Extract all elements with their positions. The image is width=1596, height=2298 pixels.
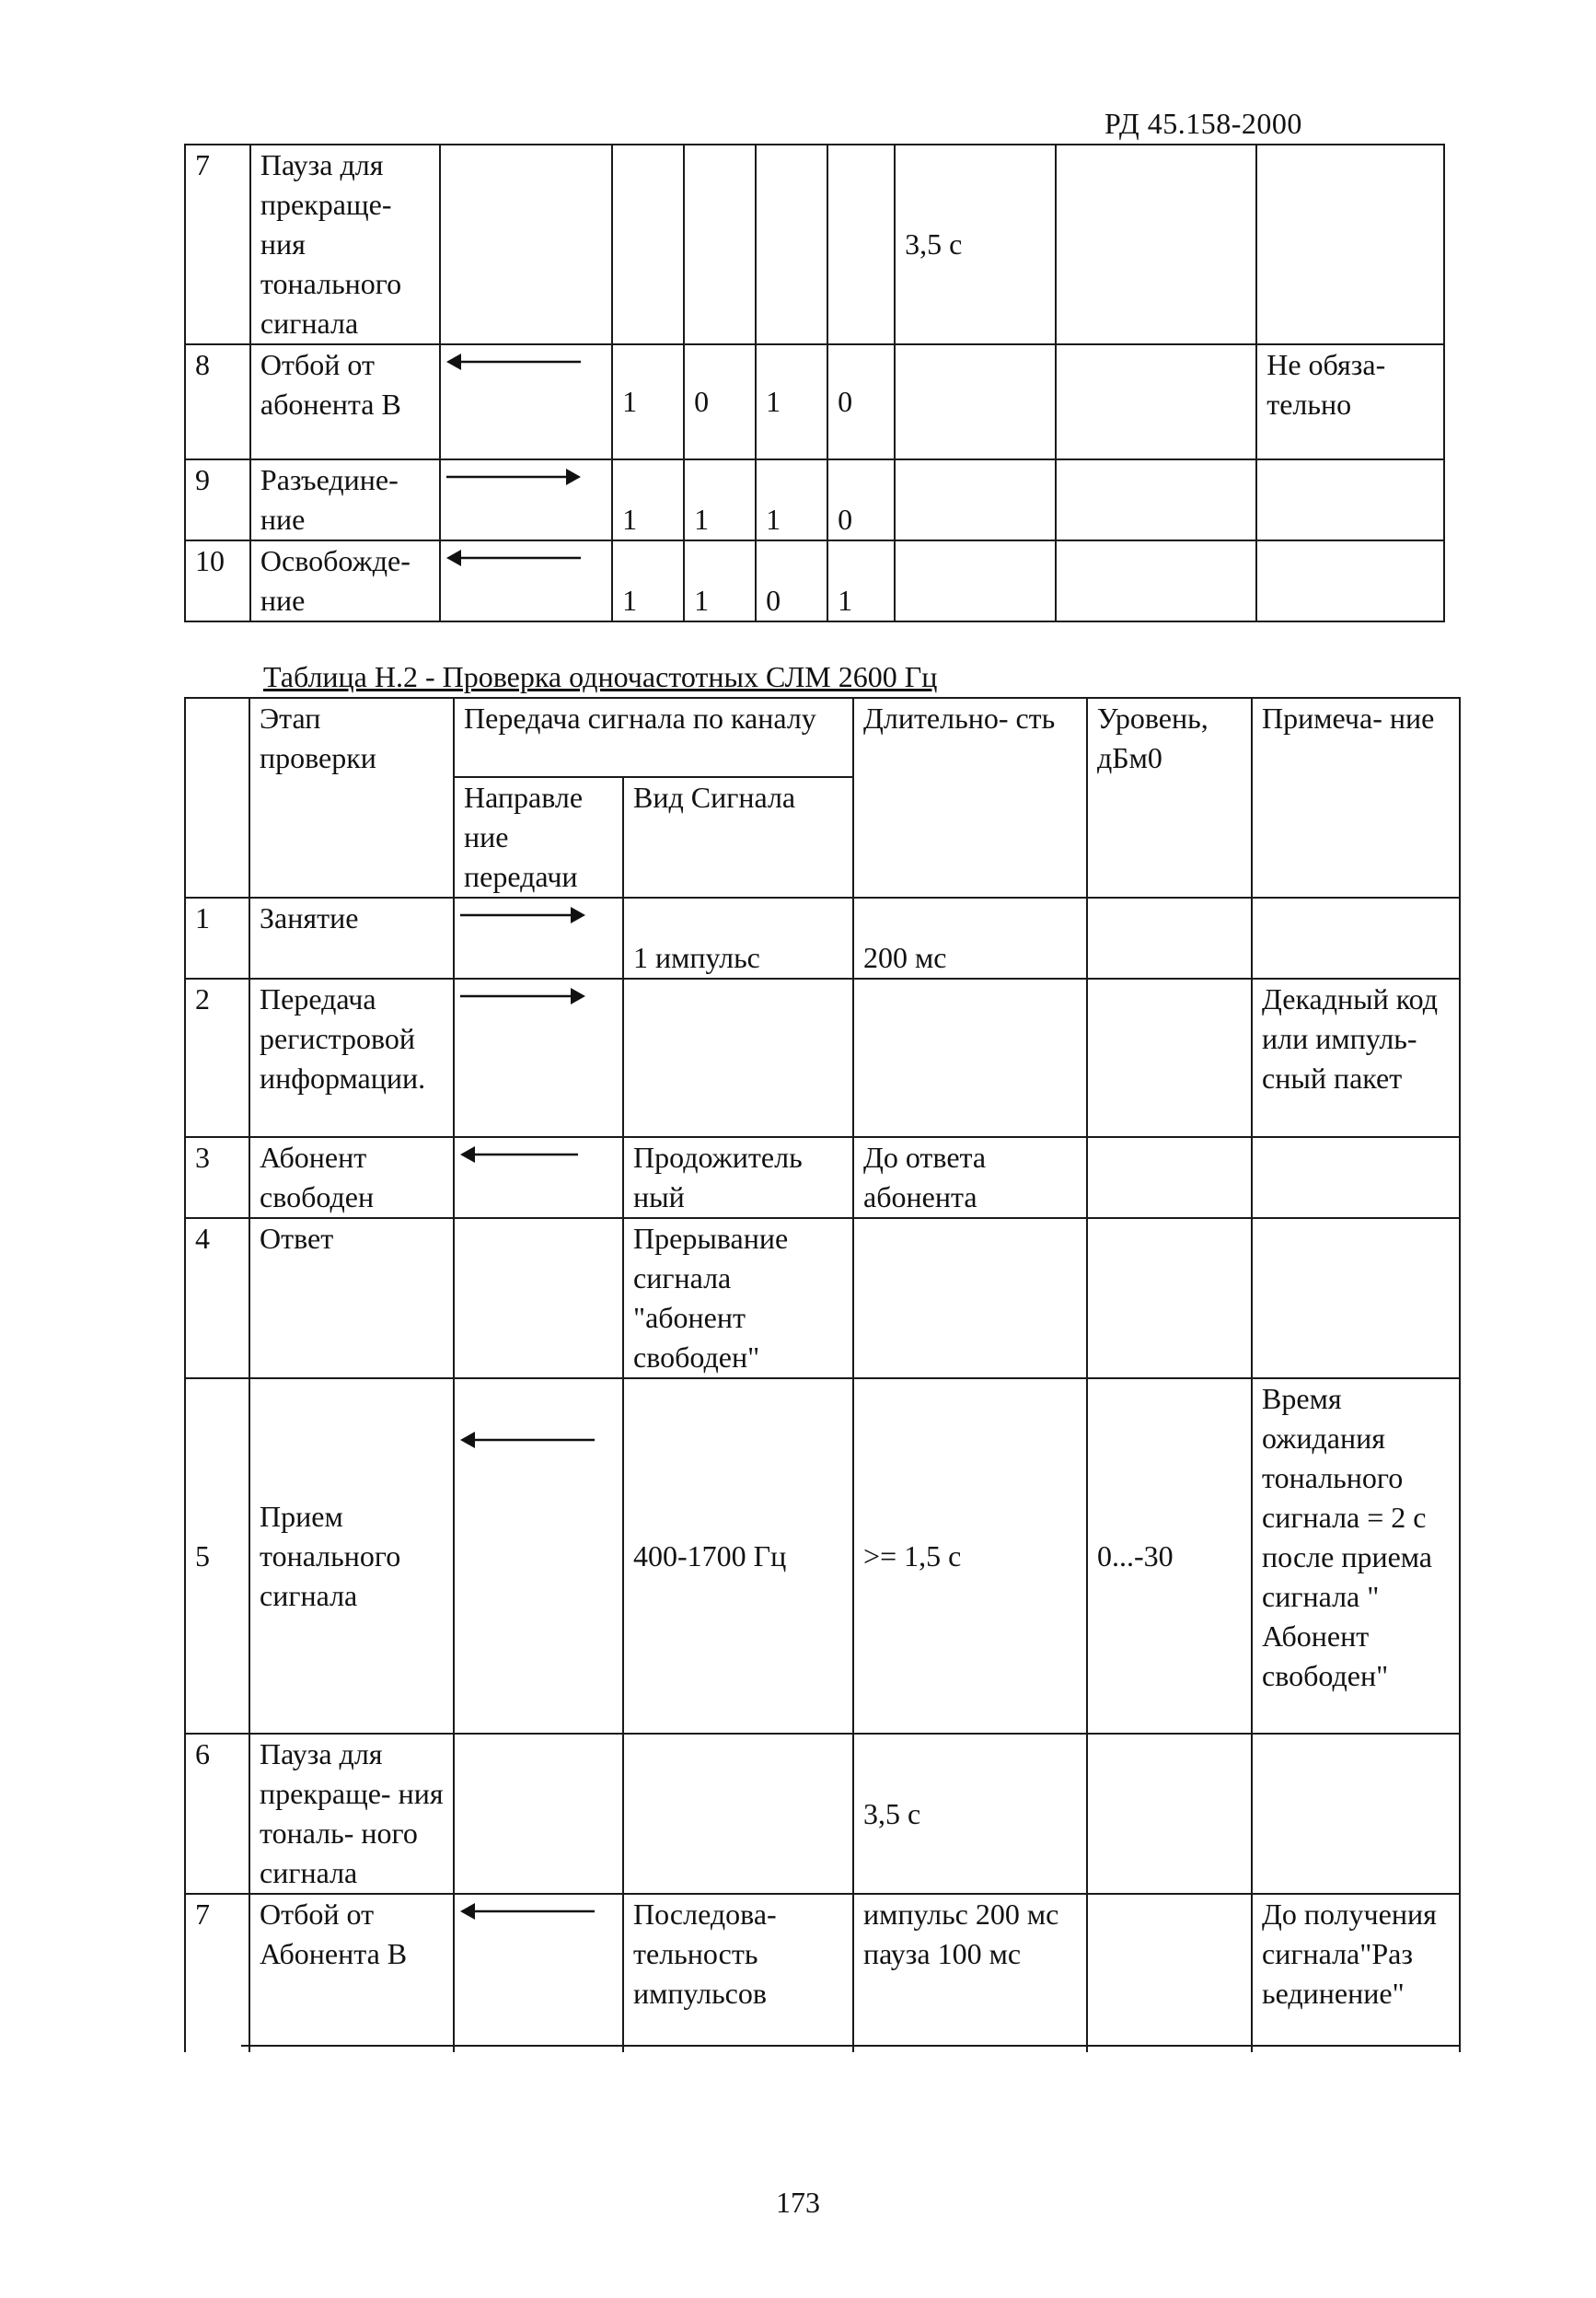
direction-cell [454,1218,623,1378]
direction-cell [454,898,623,979]
duration-cell [853,1218,1087,1378]
header-direction: Направле ние передачи [454,777,623,898]
duration-cell [895,344,1056,459]
header-duration: Длительно- сть [853,698,1087,898]
level-cell [1087,1137,1252,1218]
stage-cell: Отбой от абонента В [250,344,440,459]
direction-cell [454,979,623,1137]
table-row [185,459,1444,540]
stage-cell: Освобожде- ние [250,540,440,621]
direction-cell [454,1734,623,1894]
table-row [185,898,1460,979]
note-cell: Декадный код или импуль- сный пакет [1252,979,1460,1137]
header-level: Уровень, дБм0 [1087,698,1252,898]
bit-cell [756,145,827,344]
table-caption [263,657,937,697]
duration-cell: До ответа абонента [853,1137,1087,1218]
header-stage: Этап проверки [249,698,454,898]
arrow-left-icon [458,1429,596,1451]
document-code: РД 45.158-2000 [1104,107,1302,140]
direction-cell [440,540,612,621]
row-number: 6 [185,1734,249,1894]
table-row [185,1218,1460,1378]
row-number: 2 [185,979,249,1137]
stage-cell: Пауза для прекраще- ния тонального сигнала [250,145,440,344]
direction-cell [454,1137,623,1218]
signal-cell: Прерывание сигнала "абонент свободен" [623,1218,853,1378]
note-cell [1252,1137,1460,1218]
direction-cell [440,145,612,344]
bit-cell: 1 [756,459,827,540]
direction-cell [440,459,612,540]
header-num-cell [185,698,249,898]
table-row [185,344,1444,459]
duration-cell [895,459,1056,540]
table-row [185,145,1444,344]
table-row [185,979,1460,1137]
note-cell [1252,1734,1460,1894]
arrow-left-icon [445,351,583,373]
header-transmission: Передача сигнала по каналу [454,698,853,777]
arrow-right-icon [445,466,583,488]
table-row [185,1137,1460,1218]
bit-cell [612,145,684,344]
level-cell [1056,540,1256,621]
bit-cell: 1 [612,540,684,621]
level-cell [1056,459,1256,540]
level-cell [1087,1734,1252,1894]
duration-cell: >= 1,5 с [853,1378,1087,1734]
bit-cell: 0 [756,540,827,621]
bit-cell: 1 [756,344,827,459]
level-cell [1087,1218,1252,1378]
row-number: 3 [185,1137,249,1218]
level-cell [1056,145,1256,344]
stage-cell: Пауза для прекраще- ния тональ- ного сигнала [249,1734,454,1894]
signal-table-continuation [184,144,1445,622]
bit-cell: 1 [827,540,895,621]
row-number: 5 [185,1378,249,1734]
note-cell [1256,540,1444,621]
duration-cell [853,979,1087,1137]
level-cell [1056,344,1256,459]
duration-cell: импульс 200 мс пауза 100 мс [853,1894,1087,2052]
bit-cell: 1 [684,540,756,621]
duration-cell: 3,5 с [895,145,1056,344]
table-row [185,1894,1460,2052]
bit-cell: 0 [827,344,895,459]
note-cell [1256,459,1444,540]
header-signal: Вид Сигнала [623,777,853,898]
signal-cell: 400-1700 Гц [623,1378,853,1734]
signal-cell [623,979,853,1137]
stage-cell: Разъедине- ние [250,459,440,540]
row-number: 8 [185,344,250,459]
duration-cell: 200 мс [853,898,1087,979]
arrow-left-icon [445,547,583,569]
header-note: Примеча- ние [1252,698,1460,898]
table-row [185,540,1444,621]
note-cell [1256,145,1444,344]
stage-cell: Передача регистровой информации. [249,979,454,1137]
bit-cell: 1 [612,344,684,459]
arrow-left-icon [458,1900,596,1922]
table-row [185,1378,1460,1734]
row-number: 7 [185,145,250,344]
note-cell: До получения сигнала"Раз ьединение" [1252,1894,1460,2052]
header-row [185,698,1460,777]
stage-cell: Ответ [249,1218,454,1378]
level-cell [1087,1894,1252,2052]
direction-cell [454,1378,623,1734]
signal-cell: Продожитель ный [623,1137,853,1218]
page-number: 173 [776,2186,820,2219]
table-bottom-rule [241,2045,1459,2047]
table-caption-text: Таблица Н.2 - Проверка одночастотных СЛМ 2600 Гц [263,660,938,693]
row-number: 4 [185,1218,249,1378]
row-number: 9 [185,459,250,540]
table-row [185,1734,1460,1894]
bit-cell: 1 [684,459,756,540]
duration-cell [895,540,1056,621]
arrow-left-icon [458,1143,596,1166]
arrow-right-icon [458,904,596,926]
stage-cell: Абонент свободен [249,1137,454,1218]
level-cell [1087,898,1252,979]
direction-cell [454,1894,623,2052]
signal-cell: 1 импульс [623,898,853,979]
note-cell [1252,1218,1460,1378]
note-cell [1252,898,1460,979]
direction-cell [440,344,612,459]
level-cell [1087,979,1252,1137]
note-cell: Не обяза- тельно [1256,344,1444,459]
stage-cell: Прием тонального сигнала [249,1378,454,1734]
bit-cell [827,145,895,344]
note-cell: Время ожидания тонального сигнала = 2 с после приема сигнала " Абонент свободен" [1252,1378,1460,1734]
bit-cell: 0 [827,459,895,540]
bit-cell: 1 [612,459,684,540]
row-number: 1 [185,898,249,979]
arrow-right-icon [458,985,596,1007]
duration-cell: 3,5 с [853,1734,1087,1894]
bit-cell: 0 [684,344,756,459]
level-cell: 0...-30 [1087,1378,1252,1734]
signal-check-table [184,697,1461,2052]
signal-cell [623,1734,853,1894]
stage-cell: Занятие [249,898,454,979]
row-number: 10 [185,540,250,621]
row-number: 7 [185,1894,249,2052]
stage-cell: Отбой от Абонента В [249,1894,454,2052]
signal-cell: Последова- тельность импульсов [623,1894,853,2052]
bit-cell [684,145,756,344]
